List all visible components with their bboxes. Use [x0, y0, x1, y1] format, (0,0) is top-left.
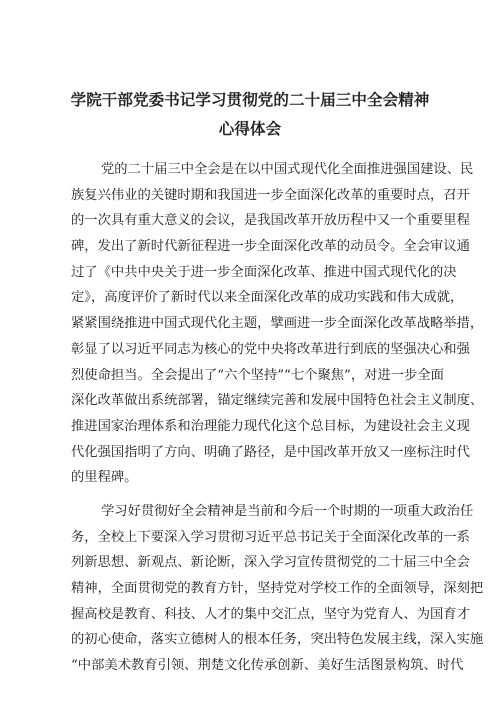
paragraph-2 [71, 499, 484, 679]
text-line: 学习好贯彻好全会精神是当前和今后一个时期的一项重大政治任 [101, 503, 474, 519]
text-line: 紧紧围绕推进中国式现代化主题，擘画进一步全面深化改革战略举措， [71, 316, 484, 332]
text-line: 代化强国指明了方向、明确了路径，是中国改革开放又一座标注时代 [71, 444, 470, 460]
text-line: 推进国家治理体系和治理能力现代化这个总目标，为建设社会主义现 [71, 418, 470, 434]
document-title-line-2: 心得体会 [218, 120, 282, 138]
text-line: 过了《中共中央关于进一步全面深化改革、推进中国式现代化的决 [71, 264, 457, 280]
text-line: 族复兴伟业的关键时期和我国进一步全面深化改革的重要时点，召开 [71, 187, 470, 203]
text-line: 碑，发出了新时代新征程进一步全面深化改革的动员令。全会审议通 [71, 239, 470, 255]
paragraph-spacer [71, 491, 441, 499]
text-line: 深化改革做出系统部署，锚定继续完善和发展中国特色社会主义制度、 [71, 393, 484, 409]
text-line: 的一次具有重大意义的会议，是我国改革开放历程中又一个重要里程 [71, 213, 470, 229]
document-body [71, 157, 484, 679]
text-line: 务，全校上下要深入学习贯彻习近平总书记关于全面深化改革的一系 [71, 529, 470, 545]
text-line: 列新思想、新观点、新论断，深入学习宣传贯彻党的二十届三中全会 [71, 555, 470, 571]
text-line: 烈使命担当。全会提出了“六个坚持”“七个聚焦”，对进一步全面 [71, 367, 444, 383]
document-title-line-1: 学院干部党委书记学习贯彻党的二十届三中全会精神 [70, 91, 430, 109]
text-line: 的里程碑。 [71, 470, 138, 486]
text-line: 党的二十届三中全会是在以中国式现代化全面推进强国建设、民 [101, 162, 474, 177]
paragraph-1 [71, 157, 484, 491]
text-line: 定》，高度评价了新时代以来全面深化改革的成功实践和伟大成就， [71, 290, 464, 306]
text-line: 的初心使命，落实立德树人的根本任务，突出特色发展主线，深入实施 [71, 632, 484, 648]
text-line: 握高校是教育、科技、人才的集中交汇点，坚守为党育人、为国育才 [71, 606, 470, 622]
text-line: “中部美术教育引领、荆楚文化传承创新、美好生活图景构筑、时代 [71, 658, 464, 674]
text-line: 精神，全面贯彻党的教育方针，坚持党对学校工作的全面领导，深刻把 [71, 581, 484, 596]
text-line: 彰显了以习近平同志为核心的党中央将改革进行到底的坚强决心和强 [71, 341, 470, 357]
